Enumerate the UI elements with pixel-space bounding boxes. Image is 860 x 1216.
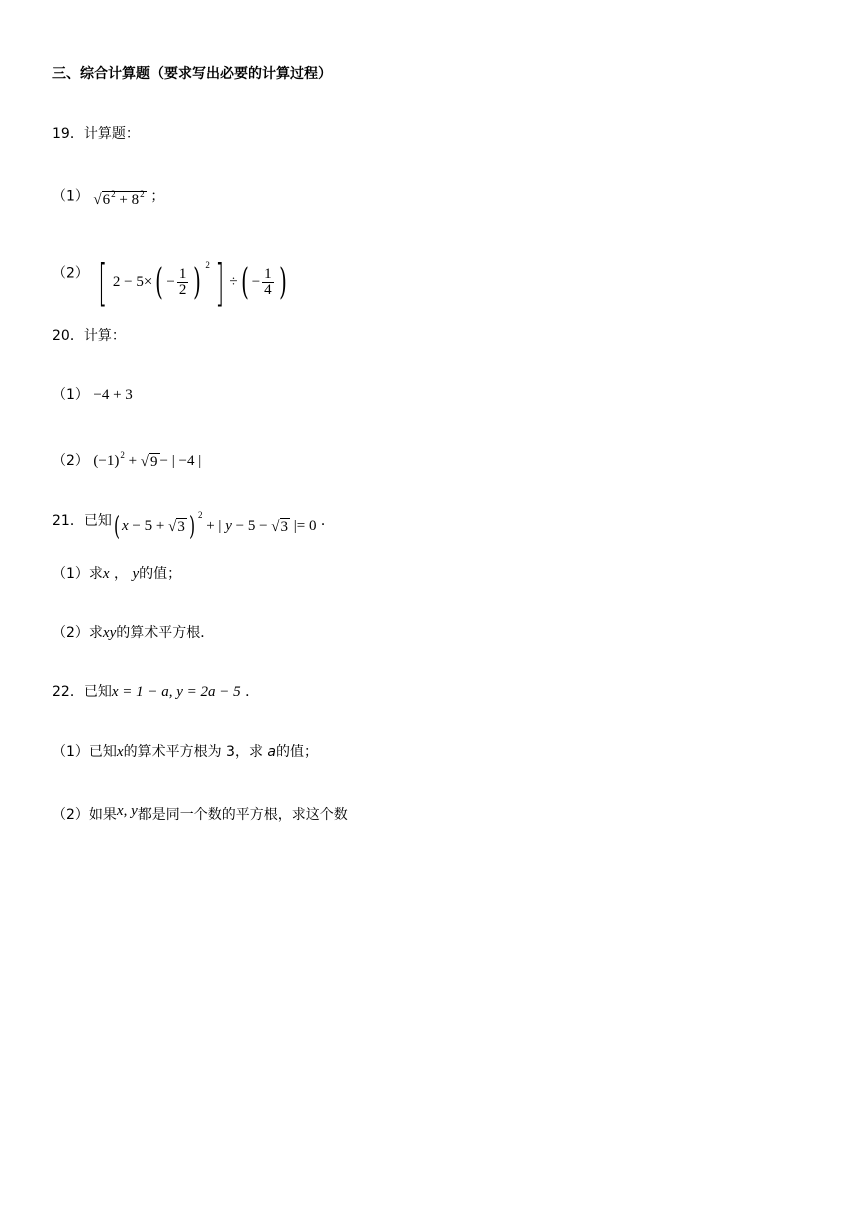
q20-part2-label: （2）: [52, 453, 89, 469]
q21-part1-label: （1）求: [52, 566, 103, 582]
sqrt-sign: $√6^2 + 8^2$: [93, 189, 145, 208]
left-paren-2: (: [240, 261, 249, 303]
times-op: ×: [143, 274, 153, 290]
abs-term: − | −4 |: [159, 453, 202, 469]
var-xy: x, y: [116, 803, 138, 819]
var-xy: xy: [102, 625, 117, 641]
q22-part1-mid: 的算术平方根为 3，求: [123, 744, 268, 760]
q22-part2-label: （2）如果: [52, 807, 117, 823]
q20-stem: 20．计算：: [52, 328, 126, 344]
right-paren: ): [188, 511, 195, 542]
fraction-num: 1: [178, 266, 187, 283]
radicand: 9: [150, 453, 158, 470]
q20-part2: [52, 445, 201, 472]
q22-math: x = 1 − a, y = 2a − 5: [111, 684, 241, 700]
q21-part1: [52, 564, 181, 584]
num-5: 5: [136, 274, 144, 290]
sqrt-sign: √9: [140, 453, 158, 470]
q22-part1-label: （1）已知: [52, 744, 117, 760]
power-base: (−1): [93, 453, 120, 469]
q21-part1-tail: 的值；: [139, 566, 182, 582]
q19-part1-label: （1）: [52, 188, 89, 205]
expr-end: |= 0: [290, 518, 317, 534]
q19-part1: [52, 184, 164, 210]
var-y: y: [132, 566, 140, 582]
q21-stem: [52, 497, 335, 545]
q21-part2-label: （2）求: [52, 625, 103, 641]
q21-part2-tail: 的算术平方根．: [116, 625, 215, 641]
q20-part1: [52, 385, 133, 405]
plus-op: +: [124, 453, 141, 469]
num-2: 2: [112, 274, 121, 290]
radicand-2: 3: [280, 518, 289, 535]
q20-part1-math: −4 + 3: [93, 387, 133, 403]
q22-part1: [52, 742, 318, 762]
section-heading: 三、综合计算题（要求写出必要的计算过程）: [52, 66, 332, 82]
div-op: ÷: [229, 274, 238, 290]
var-x: x: [116, 744, 124, 760]
q21-part2: [52, 623, 214, 643]
power-exp: 2: [120, 450, 125, 460]
q19-stem: 19．计算题：: [52, 126, 140, 142]
abs-open: + |: [202, 518, 226, 534]
q19-part1-math: [93, 188, 150, 208]
neg-sign: −: [166, 274, 175, 290]
left-paren: (: [113, 511, 120, 542]
q19-part1-tail: ；: [150, 188, 165, 205]
base-1: 6: [102, 192, 111, 208]
power-exp: 2: [205, 260, 210, 270]
fraction-half: [177, 267, 189, 298]
right-bracket: ]: [215, 253, 225, 312]
sqrt-sign: √3: [168, 518, 185, 535]
var-x: x: [102, 566, 110, 582]
var-x: x: [121, 518, 129, 534]
q20-part2-math: [93, 450, 202, 470]
q21-math: [112, 510, 317, 542]
separator: ，: [109, 566, 129, 582]
q21-tail: ．: [316, 512, 335, 529]
q20-part1-label: （1）: [52, 387, 89, 403]
radicand-1: 3: [177, 518, 185, 535]
minus-op: −: [124, 274, 133, 290]
fraction-quarter: [262, 267, 274, 298]
var-a: a: [267, 744, 276, 760]
neg-sign-2: −: [251, 274, 261, 290]
q21-prefix: 21．已知: [52, 512, 112, 529]
q22-stem: [52, 682, 259, 702]
exp-2: 2: [140, 189, 145, 199]
q22-part1-tail: 的值；: [276, 744, 318, 760]
q22-part2: [52, 801, 348, 825]
q22-prefix: 22．已知: [52, 684, 112, 700]
right-paren-2: ): [278, 261, 287, 303]
sqrt-sign-2: √3: [271, 518, 289, 535]
q22-part2-tail: 都是同一个数的平方根，求这个数: [137, 807, 348, 823]
power-exp: 2: [197, 510, 203, 520]
q19-part2-label: （2）: [52, 265, 89, 282]
plus-op: +: [119, 192, 128, 208]
fraction-den-2: 4: [264, 282, 272, 299]
q22-tail: ．: [240, 684, 260, 700]
exp-1: 2: [111, 189, 116, 199]
expr-1: − 5 +: [128, 518, 169, 534]
left-bracket: [: [98, 253, 108, 312]
expr-2: − 5 −: [231, 518, 272, 534]
fraction-num-2: 1: [264, 266, 272, 283]
left-paren: (: [155, 261, 164, 303]
base-2: 8: [131, 192, 140, 208]
fraction-den: 2: [178, 282, 187, 299]
var-y: y: [225, 518, 232, 534]
q19-part2-math: [93, 253, 289, 312]
q19-part2: [52, 238, 290, 312]
right-paren: ): [193, 261, 202, 303]
